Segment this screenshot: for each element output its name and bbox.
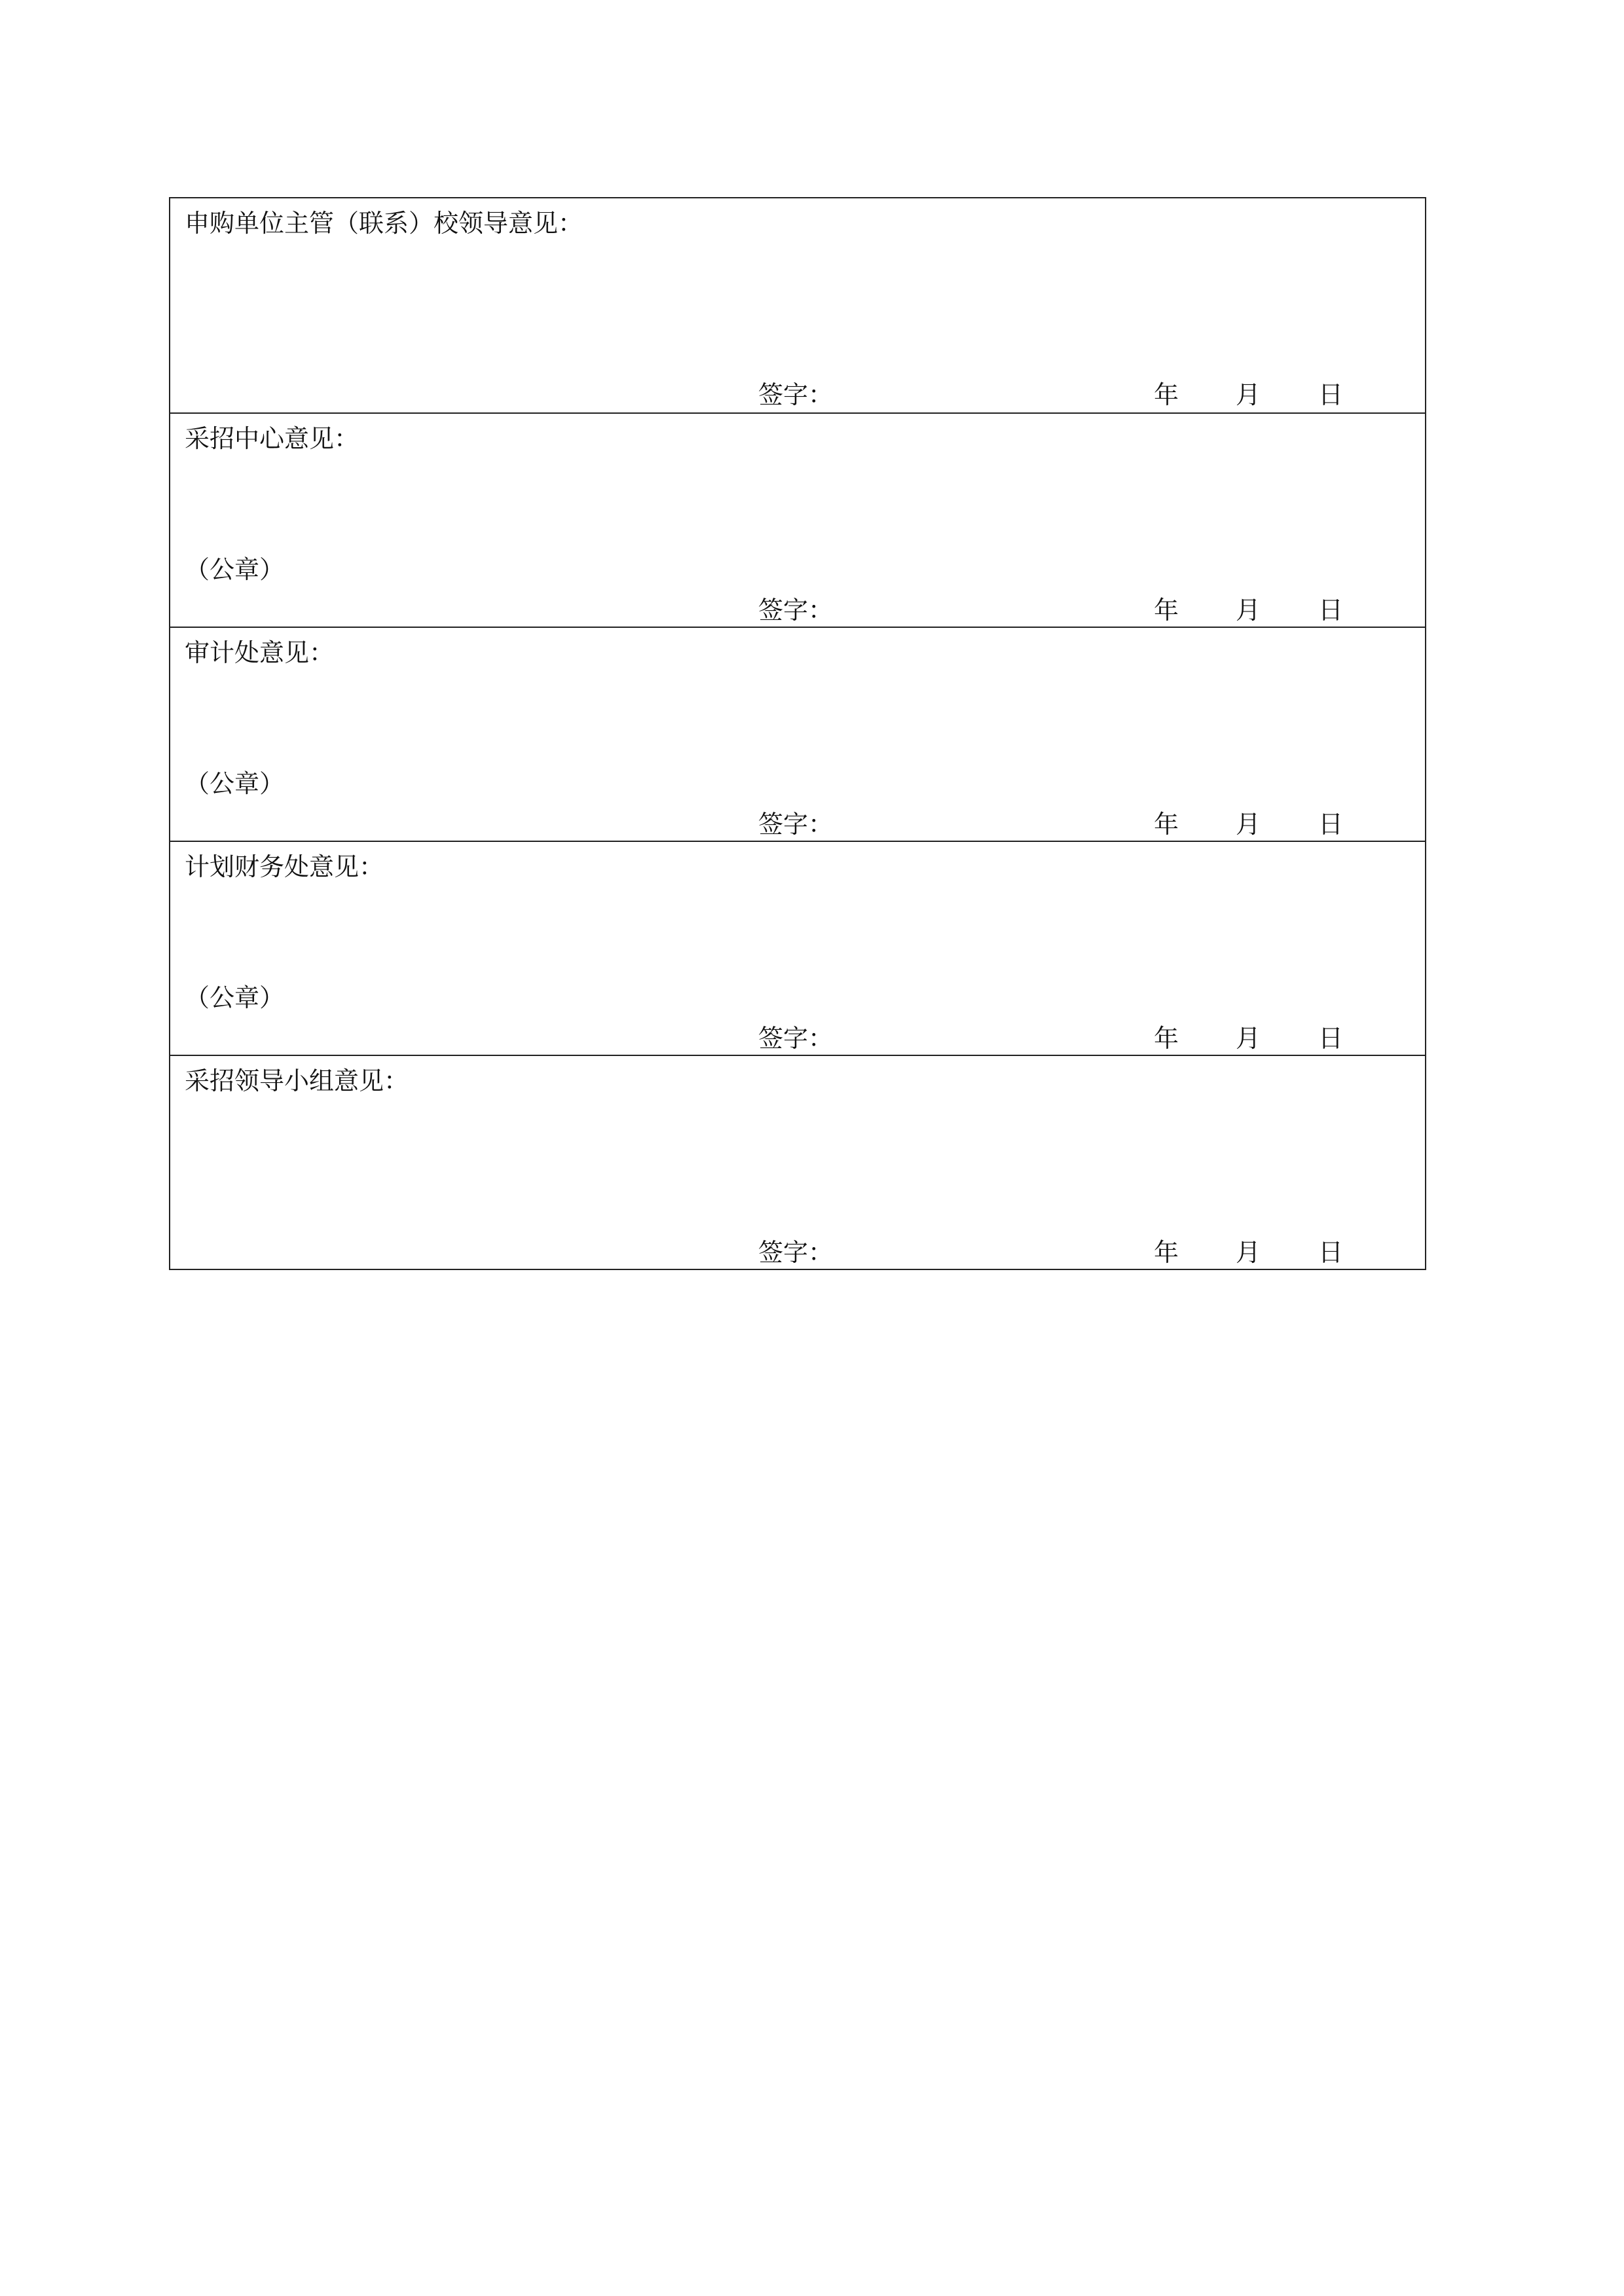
date-day-label: 日 — [1318, 596, 1344, 625]
date-month-label: 月 — [1236, 1024, 1261, 1053]
official-seal-label: （公章） — [185, 769, 285, 798]
section-finance-office-opinion[interactable] — [170, 841, 1425, 1055]
section-title: 审计处意见： — [185, 638, 335, 667]
signature-label: 签字： — [758, 1238, 834, 1267]
date-day-label: 日 — [1318, 810, 1344, 839]
date-year-label: 年 — [1154, 380, 1179, 409]
date-day-label: 日 — [1318, 1024, 1344, 1053]
approval-opinion-table — [169, 197, 1426, 1270]
date-month-label: 月 — [1236, 596, 1261, 625]
section-title: 申购单位主管（联系）校领导意见： — [185, 209, 583, 238]
date-month-label: 月 — [1236, 810, 1261, 839]
date-month-label: 月 — [1236, 1238, 1261, 1267]
date-year-label: 年 — [1154, 596, 1179, 625]
signature-label: 签字： — [758, 596, 834, 625]
section-title: 采招领导小组意见： — [185, 1066, 409, 1095]
section-school-leader-opinion[interactable] — [170, 198, 1425, 412]
official-seal-label: （公章） — [185, 983, 285, 1012]
section-audit-office-opinion[interactable] — [170, 627, 1425, 841]
date-year-label: 年 — [1154, 1238, 1179, 1267]
date-day-label: 日 — [1318, 1238, 1344, 1267]
section-title: 计划财务处意见： — [185, 852, 384, 881]
date-month-label: 月 — [1236, 380, 1261, 409]
date-year-label: 年 — [1154, 810, 1179, 839]
section-procurement-leadership-group-opinion[interactable] — [170, 1055, 1425, 1269]
signature-label: 签字： — [758, 1024, 834, 1053]
signature-label: 签字： — [758, 810, 834, 839]
signature-label: 签字： — [758, 380, 834, 409]
official-seal-label: （公章） — [185, 555, 285, 584]
section-procurement-center-opinion[interactable] — [170, 412, 1425, 627]
date-day-label: 日 — [1318, 380, 1344, 409]
section-title: 采招中心意见： — [185, 424, 360, 453]
date-year-label: 年 — [1154, 1024, 1179, 1053]
